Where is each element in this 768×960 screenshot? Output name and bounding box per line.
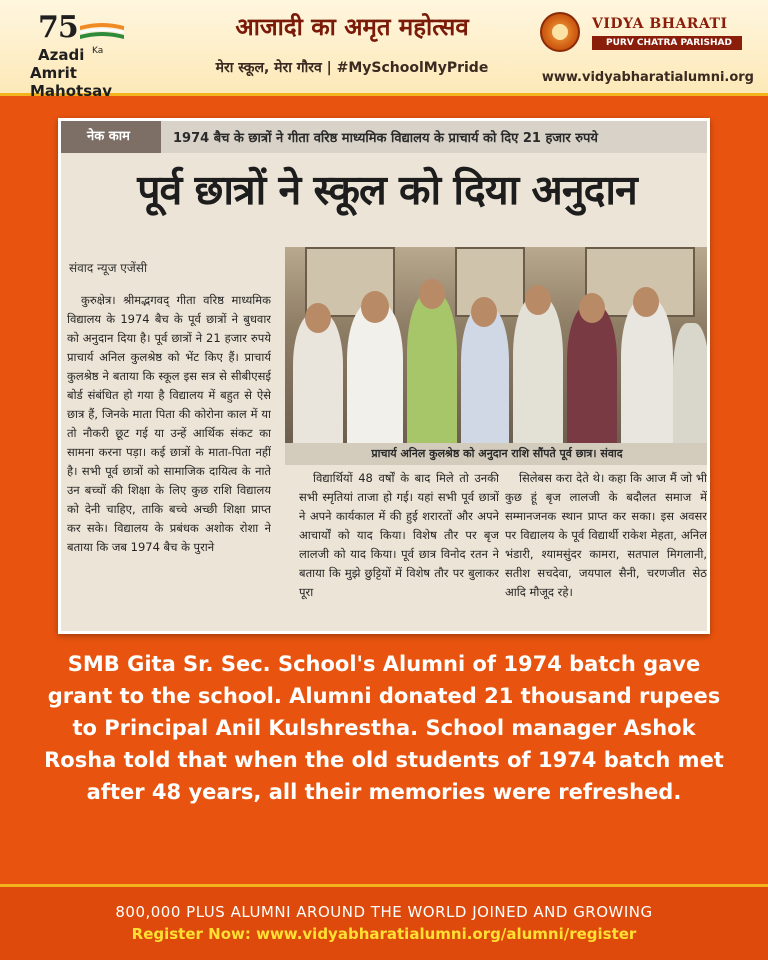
- header-title: आजादी का अमृत महोत्सव: [235, 13, 469, 41]
- photo-person: [673, 323, 709, 443]
- article-column-3: [505, 469, 707, 631]
- article-headline: पूर्व छात्रों ने स्कूल को दिया अनुदान: [137, 166, 637, 214]
- photo-caption: प्राचार्य अनिल कुलश्रेष्ठ को अनुदान राशि सौंपते पूर्व छात्र। संवाद: [285, 443, 709, 465]
- photo-person-head: [305, 303, 331, 333]
- footer-tagline: 800,000 PLUS ALUMNI AROUND THE WORLD JOINED AND GROWING: [115, 903, 653, 921]
- website-url[interactable]: www.vidyabharatialumni.org: [541, 70, 754, 85]
- header-banner: [0, 0, 768, 100]
- photo-person-head: [525, 285, 551, 315]
- header-subtitle: मेरा स्कूल, मेरा गौरव | #MySchoolMyPride: [215, 60, 489, 76]
- photo-person: [407, 293, 457, 443]
- photo-person: [513, 297, 563, 443]
- kicker-bar: [61, 121, 707, 153]
- logo-line-azadi: Azadi: [38, 46, 85, 64]
- news-agency: संवाद न्यूज एजेंसी: [69, 261, 148, 275]
- logo-line-amrit-mahotsav: Amrit Mahotsav: [30, 64, 113, 100]
- kicker-text: 1974 बैच के छात्रों ने गीता वरिष्ठ माध्यमिक विद्यालय के प्राचार्य को दिए 21 हजार रुपये: [173, 131, 598, 146]
- brand-subtitle: PURV CHATRA PARISHAD: [592, 36, 742, 50]
- photo-person-head: [633, 287, 659, 317]
- photo-person-head: [419, 279, 445, 309]
- brand-name: VIDYA BHARATI: [592, 16, 728, 32]
- photo-person-head: [361, 291, 389, 323]
- article-column-2: [299, 469, 499, 631]
- article-column-1: [67, 291, 271, 631]
- photo-person: [461, 307, 509, 443]
- newspaper-clipping: [58, 118, 710, 634]
- vidya-bharati-emblem-icon: [540, 12, 580, 52]
- photo-person: [621, 299, 673, 443]
- column-3-text: सिलेबस करा देते थे। कहा कि आज मैं जो भी कुछ हूं बृज लालजी के बदौलत समाज में सम्मानजनक स्थान प्राप्त कर सका। इस अवसर पर विद्यालय के पूर्व विद्यार्थी राकेश मेहता, अनिल भंडारी, श्यामसुंदर कामरा, सतपाल मिगलानी, सतीश सचदेवा, जयपाल सैनी, चरणजीत सेठ आदि मौजूद रहे।: [505, 471, 707, 599]
- footer-banner: [0, 884, 768, 960]
- photo-person: [347, 303, 403, 443]
- photo-person-head: [579, 293, 605, 323]
- logo-line-ka: Ka: [92, 46, 104, 56]
- column-2-text: विद्यार्थियों 48 वर्षों के बाद मिले तो उनकी सभी स्मृतियां ताजा हो गई। यहां सभी पूर्व छात्रों ने अपने कार्यकाल में की हुई शरारतों और अपने आचार्यों को याद किया। विशेष तौर पर बृज लालजी को याद किया। पूर्व छात्र विनोद रतन ने बताया कि मुझे छुट्टियों में विशेष तौर पर बुलाकर पूरा: [299, 471, 499, 599]
- tricolor-flag-icon: [78, 22, 126, 40]
- kicker-tag: नेक काम: [61, 121, 161, 153]
- group-photo: [285, 247, 709, 443]
- register-link[interactable]: Register Now: www.vidyabharatialumni.org/alumni/register: [131, 925, 637, 943]
- azadi-ka-amrit-mahotsav-logo: [30, 10, 160, 100]
- english-caption: SMB Gita Sr. Sec. School's Alumni of 1974 batch gave grant to the school. Alumni donated 21 thousand rupees to Principal Anil Kulshrestha. School manager Ashok Rosha told that when the old students of 1974 batch met after 48 years, all their memories were refreshed.: [44, 652, 724, 804]
- photo-person: [567, 305, 617, 443]
- column-1-text: कुरुक्षेत्र। श्रीमद्भगवद् गीता वरिष्ठ माध्यमिक विद्यालय के 1974 बैच के पूर्व छात्रों ने बुधवार को अनुदान दिया है। पूर्व छात्रों ने 21 हजार रुपये प्राचार्य अनिल कुलश्रेष्ठ को भेंट किए हैं। प्राचार्य कुलश्रेष्ठ ने बताया कि स्कूल इस सत्र से सीबीएसई बोर्ड संबंधित हो गया है विद्यालय में बहुत से ऐसे छात्र हैं, जिनके माता पिता की कोरोना काल में या तो नौकरी छूट गई या उन्हें आर्थिक संकट का सामना करना पड़ा। कई छात्रों के माता-पिता नहीं है। सभी पूर्व छात्रों को सामाजिक दायित्व के नाते उन बच्चों की शिक्षा के लिए कुछ राशि विद्यालय को देनी चाहिए, ताकि बच्चे अच्छी शिक्षा प्राप्त कर सके। विद्यालय के प्रबंधक अशोक रोशा ने बताया कि जब 1974 बैच के पुराने: [67, 293, 271, 554]
- logo-numeral: 75: [38, 10, 78, 45]
- photo-person-head: [471, 297, 497, 327]
